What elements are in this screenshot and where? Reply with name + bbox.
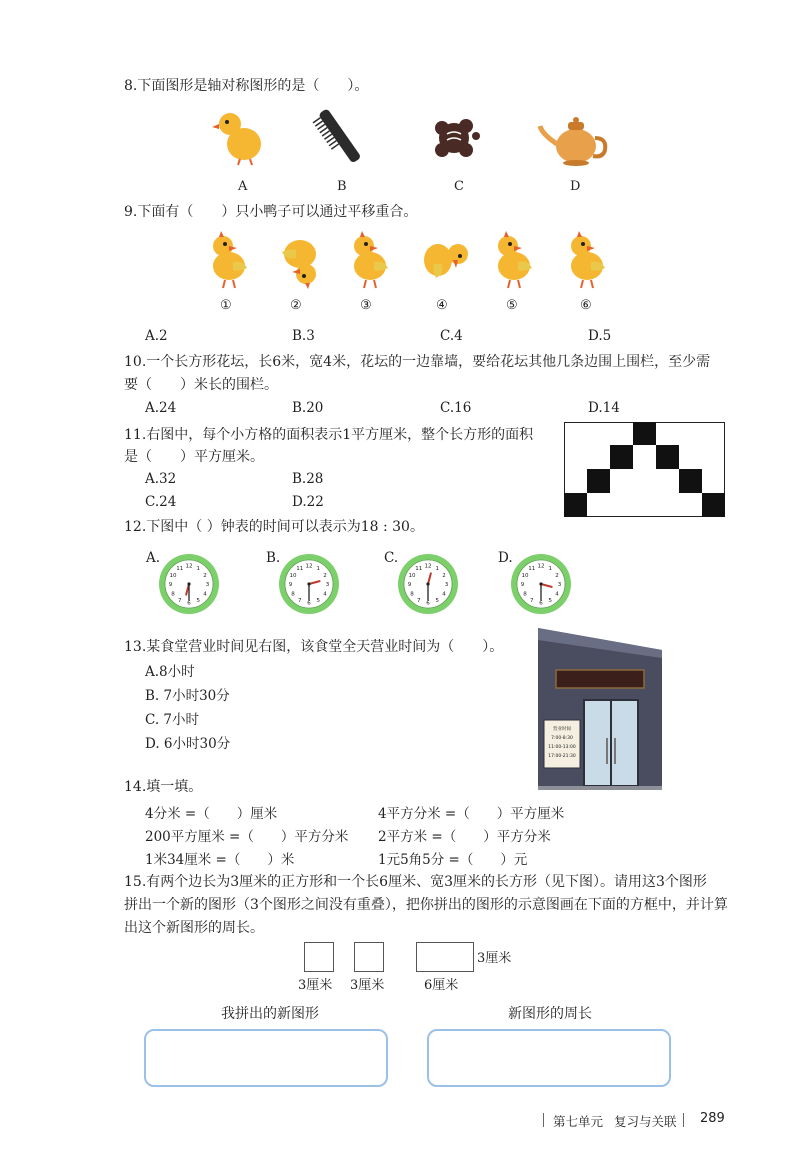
q8-label-c: C [454,179,464,194]
square-2-label: 3厘米 [350,978,385,993]
q13-option-a: A.8小时 [145,664,195,680]
clock-numeral: 12 [305,563,313,570]
clock-center [187,582,190,585]
clock-numeral: 3 [205,582,210,588]
footer-divider-left [543,1113,544,1127]
rectangle-width-label: 6厘米 [424,978,459,993]
clock-d [510,553,572,615]
q12-text: 12.下图中（ ）钟表的时间可以表示为18 : 30。 [124,519,424,535]
q14-title: 14.填一填。 [124,779,203,795]
clock-numeral: 9 [407,582,412,588]
q14-item-3: 200平方厘米 =（ ）平方分米 [145,829,349,845]
chick-figure [210,110,270,166]
clock-numeral: 9 [168,582,173,588]
q14-item-1: 4分米 =（ ）厘米 [145,806,278,822]
clock-numeral: 4 [555,591,559,598]
clock-numeral: 5 [435,598,439,605]
teapot-figure [538,114,610,168]
box1-title: 我拼出的新图形 [221,1006,319,1022]
clock-label-c: C. [384,550,399,566]
duck-6 [563,228,611,290]
q13-option-d: D. 6小时30分 [145,736,231,752]
duck-2 [276,226,324,292]
duck-4 [414,236,476,284]
clock-b [278,553,340,615]
clock-numeral: 10 [289,572,297,579]
q11-option-a: A.32 [145,471,177,487]
clock-numeral: 10 [408,572,416,579]
new-figure-answer-box[interactable] [144,1029,388,1087]
clock-numeral: 2 [555,572,559,579]
square-figure-2 [354,942,384,972]
clock-numeral: 8 [291,591,295,598]
q14-item-6: 1元5角5分 =（ ）元 [378,852,528,868]
clock-numeral: 5 [548,598,552,605]
q15-line2: 拼出一个新的图形（3个图形之间没有重叠），把你拼出的图形的示意图画在下面的方框中，并计算 [124,897,728,913]
clock-numeral: 10 [521,572,529,579]
q8-label-b: B [337,179,347,194]
duck-3 [346,228,394,290]
clock-numeral: 7 [298,598,302,605]
decoration-figure [430,114,482,164]
box2-title: 新图形的周长 [508,1006,592,1022]
clock-numeral: 11 [415,565,423,572]
clock-numeral: 8 [171,591,175,598]
canteen-building-figure [538,628,662,790]
page-number: 289 [700,1111,725,1126]
clock-numeral: 1 [316,565,320,572]
footer-unit: 第七单元 [553,1114,604,1129]
q9-option-b: B.3 [292,328,315,344]
duck-label-6: ⑥ [580,298,592,313]
clock-numeral: 12 [424,563,432,570]
duck-label-5: ⑤ [506,298,518,313]
clock-label-b: B. [266,550,281,566]
clock-c [397,553,459,615]
q13-option-b: B. 7小时30分 [145,688,230,704]
q8-text: 8.下面图形是轴对称图形的是（ ）。 [124,78,369,94]
clock-label-d: D. [498,550,513,566]
q10-option-a: A.24 [145,400,177,416]
duck-1 [205,228,253,290]
clock-numeral: 6 [187,600,191,607]
clock-numeral: 7 [530,598,534,605]
clock-numeral: 3 [325,582,330,588]
clock-numeral: 11 [176,565,184,572]
q11-line2: 是（ ）平方厘米。 [124,449,264,465]
clock-numeral: 3 [557,582,562,588]
q13-option-c: C. 7小时 [145,712,200,728]
duck-label-2: ② [290,298,302,313]
clock-numeral: 9 [288,582,293,588]
rectangle-height-label: 3厘米 [477,951,512,966]
clock-numeral: 8 [410,591,414,598]
q11-option-d: D.22 [292,494,324,510]
clock-a [158,553,220,615]
clock-numeral: 6 [426,600,430,607]
clock-numeral: 3 [444,582,449,588]
clock-center [426,582,429,585]
duck-5 [490,228,538,290]
q14-item-4: 2平方米 =（ ）平方分米 [378,829,551,845]
clock-numeral: 7 [417,598,421,605]
clock-numeral: 8 [523,591,527,598]
q9-option-d: D.5 [588,328,612,344]
clock-numeral: 9 [520,582,525,588]
q13-text: 13.某食堂营业时间见右图，该食堂全天营业时间为（ ）。 [124,639,504,655]
square-1-label: 3厘米 [298,978,333,993]
q10-line1: 10.一个长方形花坛，长6米，宽4米，花坛的一边靠墙，要给花坛其他几条边围上围栏，至少需 [124,354,711,370]
rectangle-figure [416,942,474,972]
clock-numeral: 2 [323,572,327,579]
q11-option-b: B.28 [292,471,324,487]
clock-numeral: 11 [528,565,536,572]
clock-numeral: 5 [196,598,200,605]
q9-option-a: A.2 [145,328,168,344]
q14-item-5: 1米34厘米 =（ ）米 [145,852,295,868]
clock-numeral: 10 [169,572,177,579]
clock-numeral: 6 [539,600,543,607]
q10-line2: 要（ ）米长的围栏。 [124,377,278,393]
q14-item-2: 4平方分米 =（ ）平方厘米 [378,806,565,822]
clock-numeral: 1 [435,565,439,572]
sign-time-1: 7:00-8:30 [551,736,573,741]
clock-numeral: 11 [296,565,304,572]
clock-numeral: 6 [307,600,311,607]
sign-title: 营业时间 [553,727,571,732]
comb-figure [312,103,370,167]
sign-time-2: 11:00-13:00 [548,745,576,750]
q8-label-a: A [238,179,248,194]
q10-option-d: D.14 [588,400,620,416]
q9-option-c: C.4 [440,328,463,344]
q10-option-b: B.20 [292,400,324,416]
q8-label-d: D [570,179,581,194]
clock-numeral: 1 [548,565,552,572]
clock-numeral: 4 [203,591,207,598]
clock-numeral: 4 [442,591,446,598]
q15-line1: 15.有两个边长为3厘米的正方形和一个长6厘米、宽3厘米的长方形（见下图）。请用这3个图形 [124,874,707,890]
clock-numeral: 7 [178,598,182,605]
clock-label-a: A. [146,550,161,566]
clock-center [307,582,310,585]
grid-rectangle-figure [564,422,726,518]
q9-text: 9.下面有（ ）只小鸭子可以通过平移重合。 [124,204,418,220]
footer-divider-right [683,1113,684,1127]
q11-line1: 11.右图中，每个小方格的面积表示1平方厘米，整个长方形的面积 [124,427,534,443]
duck-label-4: ④ [436,298,448,313]
q11-option-c: C.24 [145,494,177,510]
square-figure-1 [304,942,334,972]
clock-numeral: 2 [442,572,446,579]
q15-line3: 出这个新图形的周长。 [124,920,264,936]
clock-numeral: 12 [185,563,193,570]
duck-label-1: ① [220,298,232,313]
duck-label-3: ③ [360,298,372,313]
sign-time-3: 17:00-21:30 [548,754,576,759]
clock-numeral: 12 [537,563,545,570]
clock-center [539,582,542,585]
footer-chapter: 复习与关联 [614,1114,677,1129]
clock-numeral: 1 [196,565,200,572]
perimeter-answer-box[interactable] [427,1029,671,1087]
clock-numeral: 5 [316,598,320,605]
clock-numeral: 2 [203,572,207,579]
q10-option-c: C.16 [440,400,472,416]
clock-numeral: 4 [323,591,327,598]
